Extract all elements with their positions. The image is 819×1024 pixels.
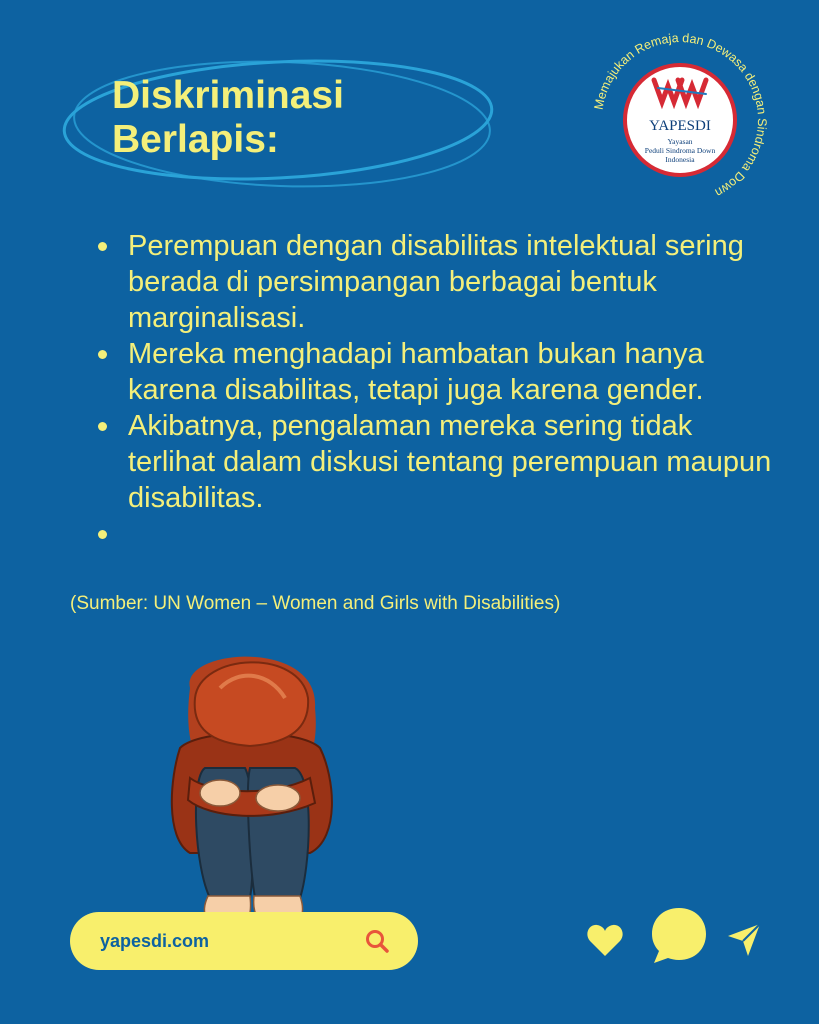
logo-sub-3: Indonesia (665, 155, 695, 164)
send-icon[interactable] (726, 922, 762, 958)
bullet-item: Perempuan dengan disabilitas intelektual sering berada di persimpangan berbagai bentuk marginalisasi. (98, 228, 778, 336)
search-bar[interactable] (70, 912, 418, 970)
bullet-item-empty (98, 516, 778, 552)
logo-name: YAPESDI (649, 118, 711, 134)
comment-icon[interactable] (648, 904, 710, 966)
title-line-1: Diskriminasi (112, 74, 344, 117)
bullet-list (98, 228, 778, 552)
source-citation: (Sumber: UN Women – Women and Girls with Disabilities) (70, 593, 561, 614)
logo-sub-2: Peduli Sindroma Down (644, 146, 716, 155)
bullet-item: Akibatnya, pengalaman mereka sering tidak terlihat dalam diskusi tentang perempuan maupun disabilitas. (98, 408, 778, 516)
logo-ring-text: Memajukan Remaja dan Dewasa dengan Sindroma Down (591, 30, 770, 200)
heart-icon[interactable] (586, 922, 624, 958)
page-title (112, 74, 344, 162)
website-url[interactable]: yapesdi.com (100, 931, 210, 951)
bullet-item: Mereka menghadapi hambatan bukan hanya karena disabilitas, tetapi juga karena gender. (98, 336, 778, 408)
title-line-2: Berlapis: (112, 118, 279, 161)
title-block (60, 48, 500, 198)
search-icon[interactable] (364, 928, 390, 954)
sad-girl-illustration (150, 628, 350, 938)
logo-sub-1: Yayasan (667, 137, 693, 146)
yapesdi-logo (588, 28, 772, 212)
